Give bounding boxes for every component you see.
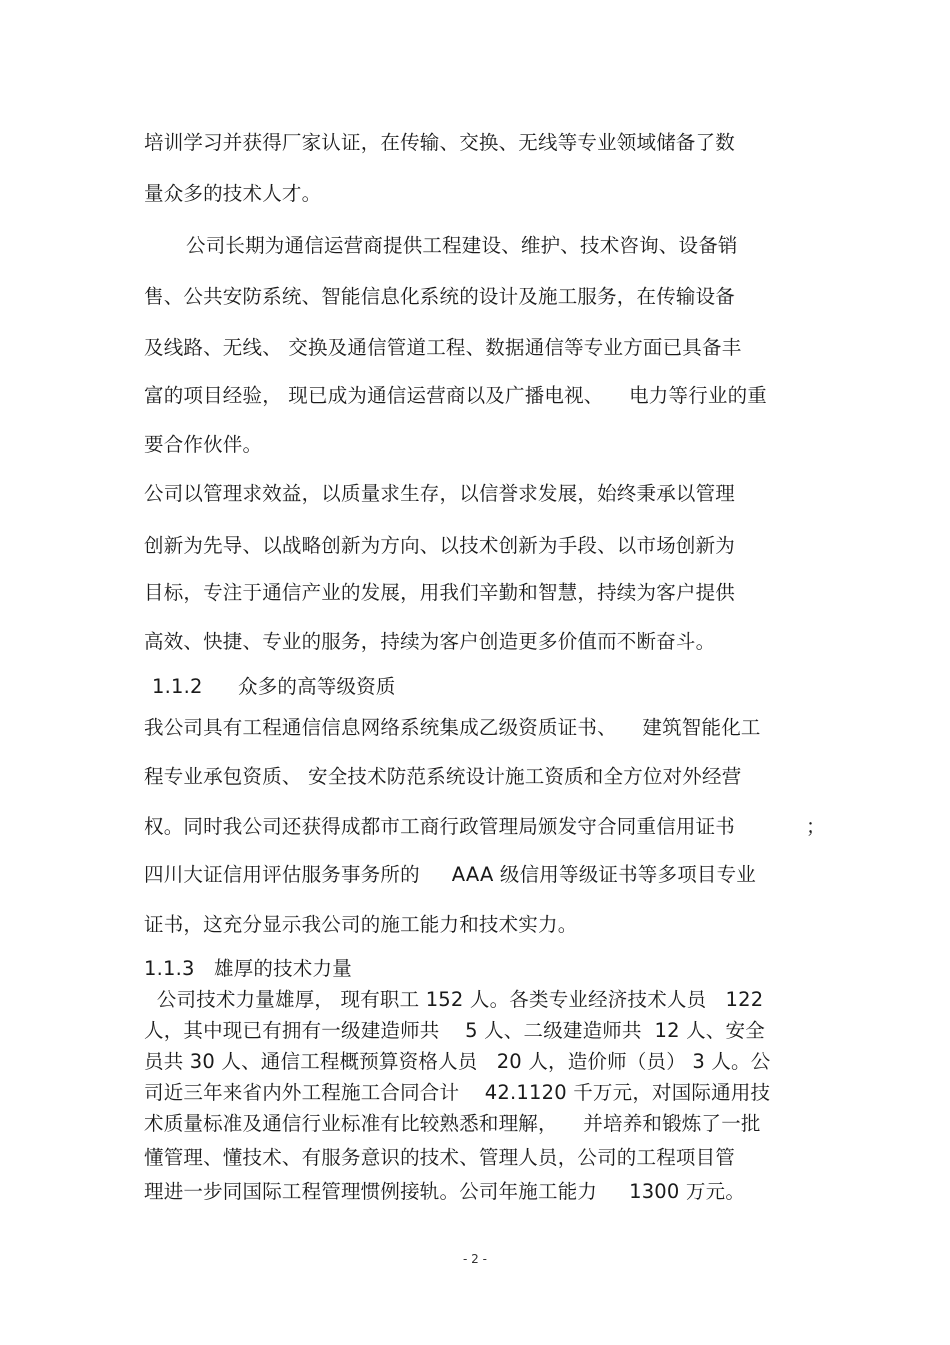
qualification-line-2: 程专业承包资质、 安全技术防范系统设计施工资质和全方位对外经营 xyxy=(144,765,742,788)
qualification-line-3-end: ； xyxy=(806,815,826,838)
services-line-2: 售、公共安防系统、智能信息化系统的设计及施工服务，在传输设备 xyxy=(144,285,736,308)
section-112-title: 众多的高等级资质 xyxy=(238,675,396,698)
intro-line-1: 培训学习并获得厂家认证，在传输、交换、无线等专业领域储备了数 xyxy=(144,131,736,154)
mission-line-1: 公司以管理求效益，以质量求生存，以信誉求发展，始终秉承以管理 xyxy=(144,482,736,505)
tech-line-7: 理进一步同国际工程管理惯例接轨。公司年施工能力 1300 万元。 xyxy=(144,1180,746,1203)
mission-line-4: 高效、快捷、专业的服务，持续为客户创造更多价值而不断奋斗。 xyxy=(144,630,716,653)
tech-line-5: 术质量标准及通信行业标准有比较熟悉和理解， 并培养和锻炼了一批 xyxy=(144,1112,761,1135)
intro-line-2: 量众多的技术人才。 xyxy=(144,182,322,205)
mission-line-2: 创新为先导、以战略创新为方向、以技术创新为手段、以市场创新为 xyxy=(144,534,736,557)
section-112-number: 1.1.2 xyxy=(152,675,203,698)
services-line-5: 要合作伙伴。 xyxy=(144,433,263,456)
services-line-4: 富的项目经验， 现已成为通信运营商以及广播电视、 电力等行业的重 xyxy=(144,384,767,407)
qualification-line-3: 权。同时我公司还获得成都市工商行政管理局颁发守合同重信用证书 xyxy=(144,815,736,838)
mission-line-3: 目标，专注于通信产业的发展，用我们辛勤和智慧，持续为客户提供 xyxy=(144,581,736,604)
services-line-1: 公司长期为通信运营商提供工程建设、维护、技术咨询、设备销 xyxy=(186,234,738,257)
qualification-line-4: 四川大证信用评估服务事务所的 AAA 级信用等级证书等多项目专业 xyxy=(144,863,756,886)
tech-line-3: 员共 30 人、通信工程概预算资格人员 20 人，造价师（员） 3 人。公 xyxy=(144,1050,771,1073)
qualification-line-1: 我公司具有工程通信信息网络系统集成乙级资质证书、 建筑智能化工 xyxy=(144,716,761,739)
section-113-title: 雄厚的技术力量 xyxy=(214,957,352,980)
section-113-number: 1.1.3 xyxy=(144,957,195,980)
tech-line-6: 懂管理、懂技术、有服务意识的技术、管理人员，公司的工程项目管 xyxy=(144,1146,736,1169)
page-number: - 2 - xyxy=(463,1252,487,1266)
tech-line-1: 公司技术力量雄厚， 现有职工 152 人。各类专业经济技术人员 122 xyxy=(144,988,764,1011)
tech-line-2: 人，其中现已有拥有一级建造师共 5 人、二级建造师共 12 人、安全 xyxy=(144,1019,765,1042)
tech-line-4: 司近三年来省内外工程施工合同合计 42.1120 千万元，对国际通用技 xyxy=(144,1081,771,1104)
services-line-3: 及线路、无线、 交换及通信管道工程、数据通信等专业方面已具备丰 xyxy=(144,336,742,359)
qualification-line-5: 证书，这充分显示我公司的施工能力和技术实力。 xyxy=(144,913,578,936)
